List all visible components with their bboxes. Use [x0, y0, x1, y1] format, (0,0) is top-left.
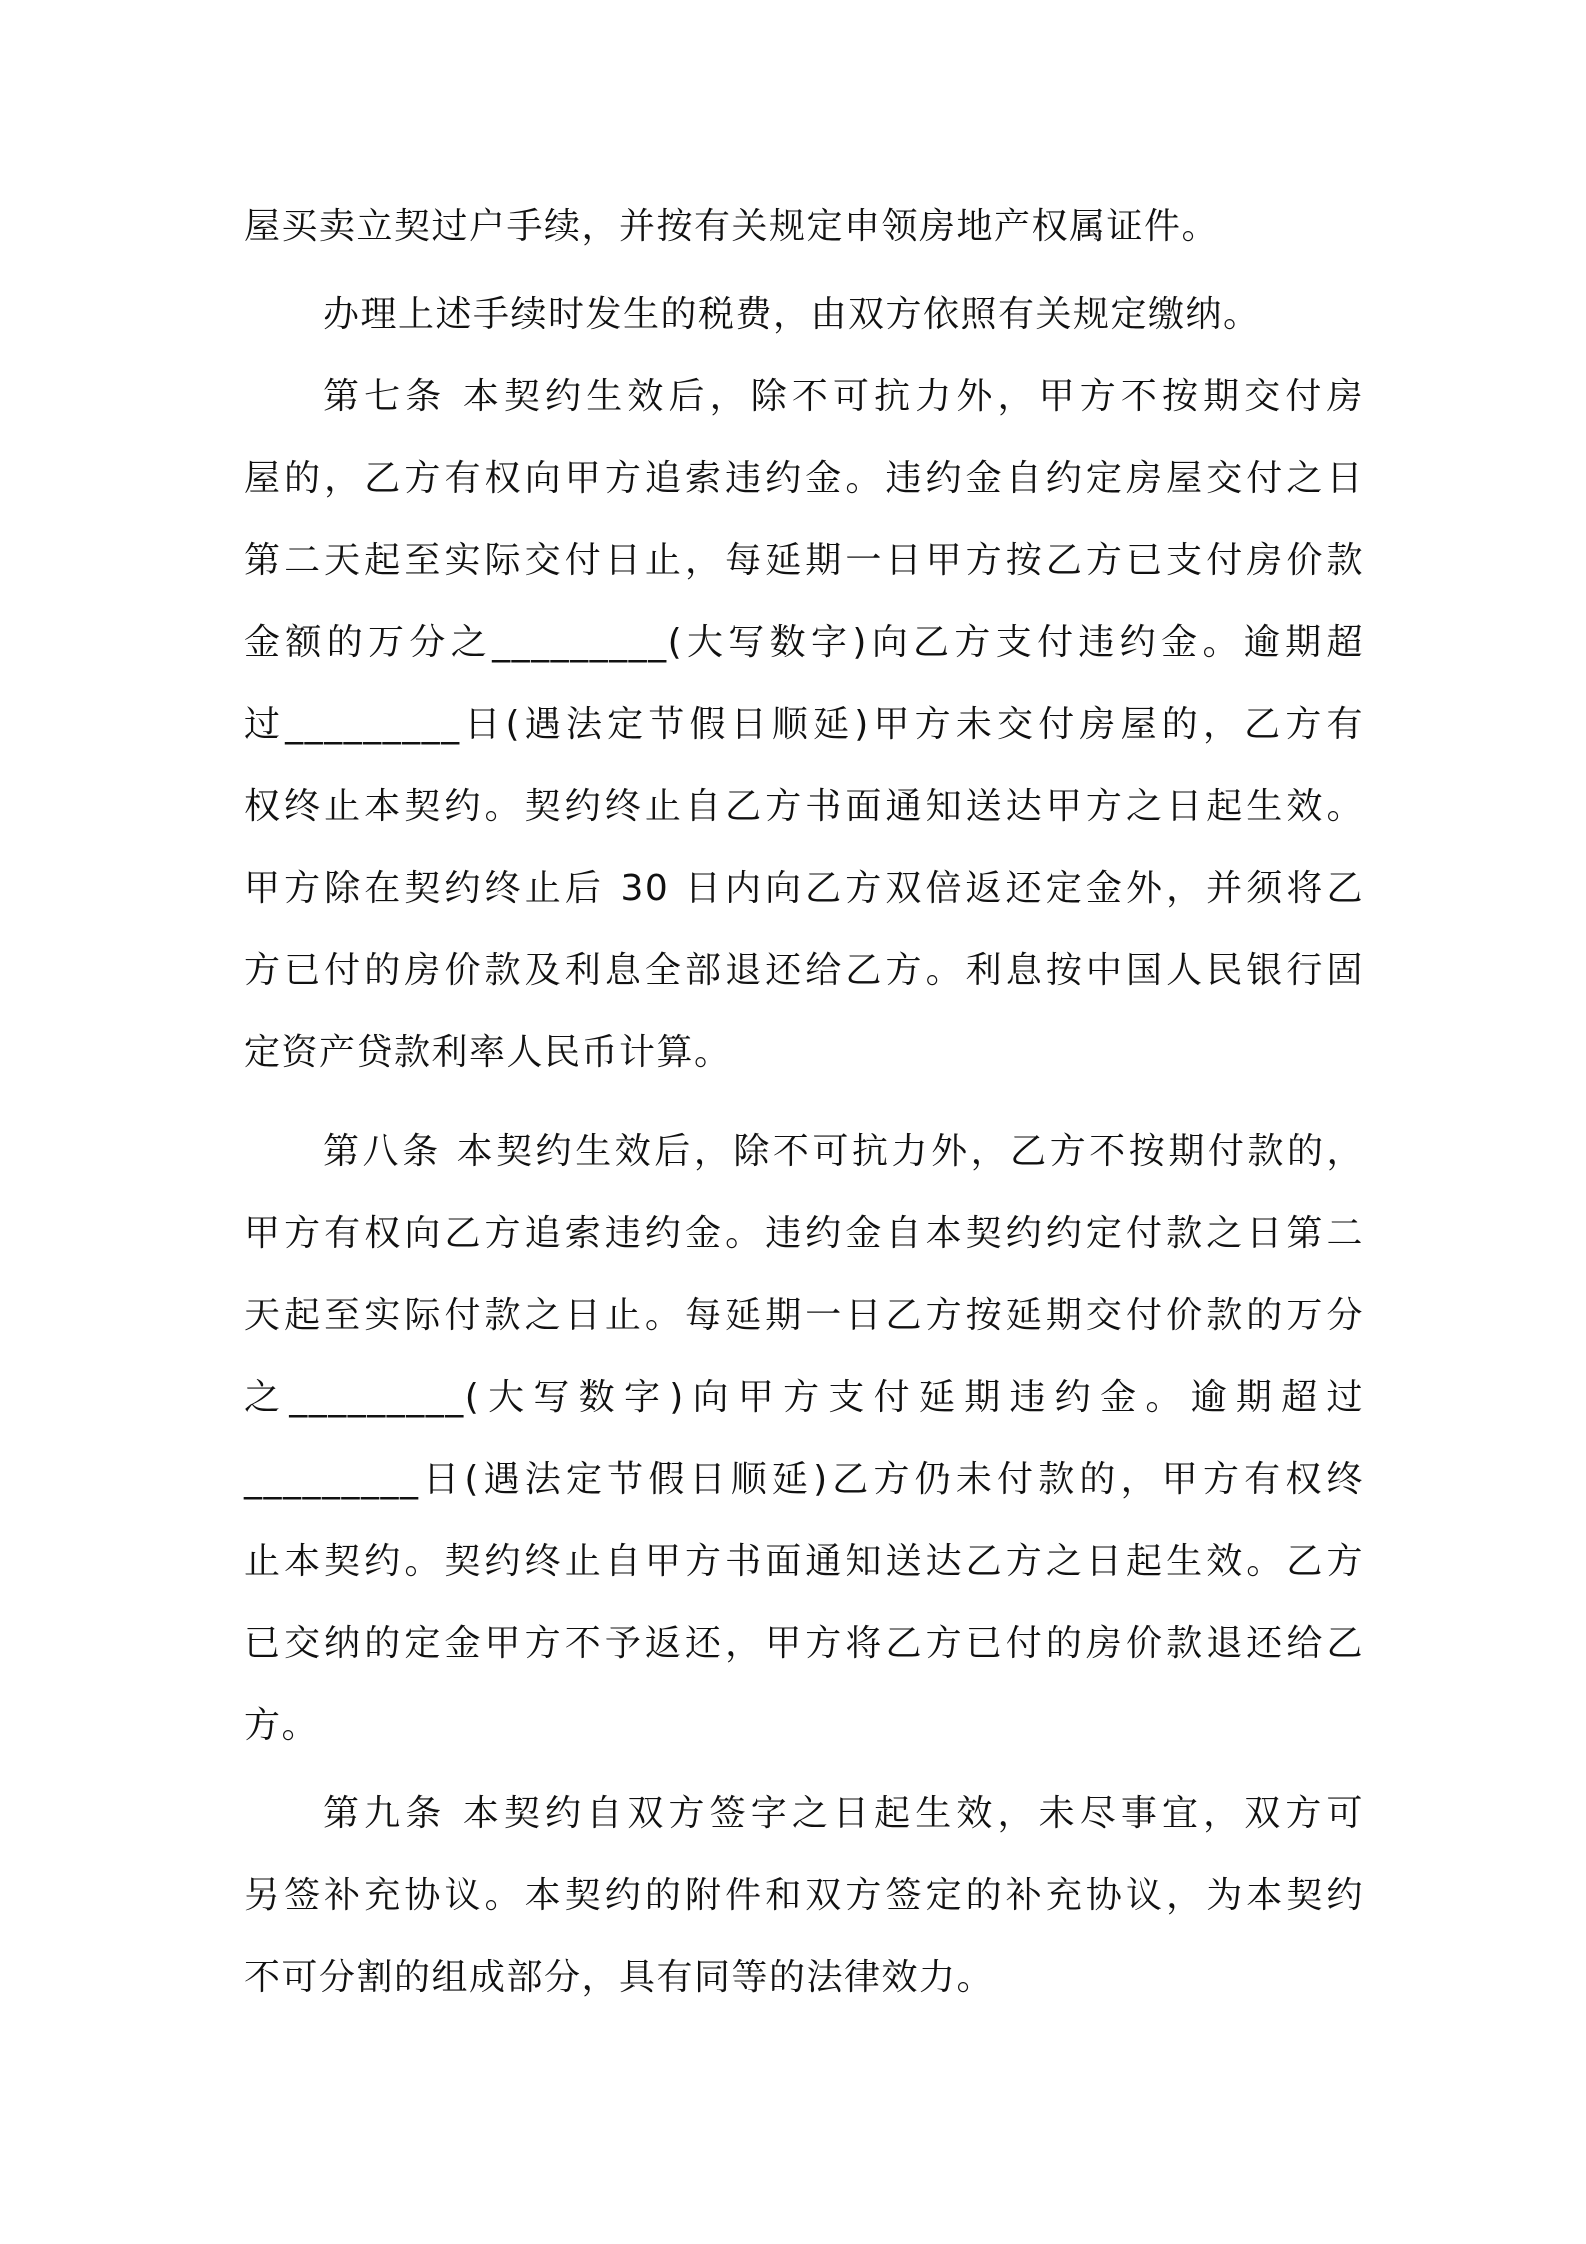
text-line: 止本契约。契约终止自甲方书面通知送达乙方之日起生效。乙方 [244, 1541, 1364, 1582]
text-line: 第七条 本契约生效后，除不可抗力外，甲方不按期交付房 [323, 376, 1364, 417]
text-line: 第九条 本契约自双方签字之日起生效，未尽事宜，双方可 [323, 1793, 1364, 1834]
text-line: 过_________日(遇法定节假日顺延)甲方未交付房屋的，乙方有 [244, 704, 1364, 745]
text-line: 已交纳的定金甲方不予返还，甲方将乙方已付的房价款退还给乙 [244, 1623, 1364, 1664]
text-line: 天起至实际付款之日止。每延期一日乙方按延期交付价款的万分 [244, 1295, 1364, 1336]
text-line: 金额的万分之_________(大写数字)向乙方支付违约金。逾期超 [244, 622, 1364, 663]
text-line: 之_________(大写数字)向甲方支付延期违约金。逾期超过 [244, 1377, 1364, 1418]
text-line: _________日(遇法定节假日顺延)乙方仍未付款的，甲方有权终 [244, 1459, 1364, 1500]
text-line: 甲方有权向乙方追索违约金。违约金自本契约约定付款之日第二 [244, 1213, 1364, 1254]
text-line: 权终止本契约。契约终止自乙方书面通知送达甲方之日起生效。 [244, 786, 1364, 827]
text-line: 屋的，乙方有权向甲方追索违约金。违约金自约定房屋交付之日 [244, 458, 1364, 499]
text-line: 甲方除在契约终止后 30 日内向乙方双倍返还定金外，并须将乙 [244, 868, 1364, 909]
text-line: 定资产贷款利率人民币计算。 [244, 1032, 732, 1073]
text-line: 不可分割的组成部分，具有同等的法律效力。 [244, 1957, 995, 1998]
text-line: 屋买卖立契过户手续，并按有关规定申领房地产权属证件。 [244, 206, 1220, 247]
text-line: 办理上述手续时发生的税费，由双方依照有关规定缴纳。 [323, 294, 1261, 335]
text-line: 另签补充协议。本契约的附件和双方签定的补充协议，为本契约 [244, 1875, 1364, 1916]
text-line: 方已付的房价款及利息全部退还给乙方。利息按中国人民银行固 [244, 950, 1364, 991]
text-line: 第二天起至实际交付日止，每延期一日甲方按乙方已支付房价款 [244, 540, 1364, 581]
text-line: 方。 [244, 1705, 320, 1746]
text-line: 第八条 本契约生效后，除不可抗力外，乙方不按期付款的， [323, 1131, 1364, 1172]
